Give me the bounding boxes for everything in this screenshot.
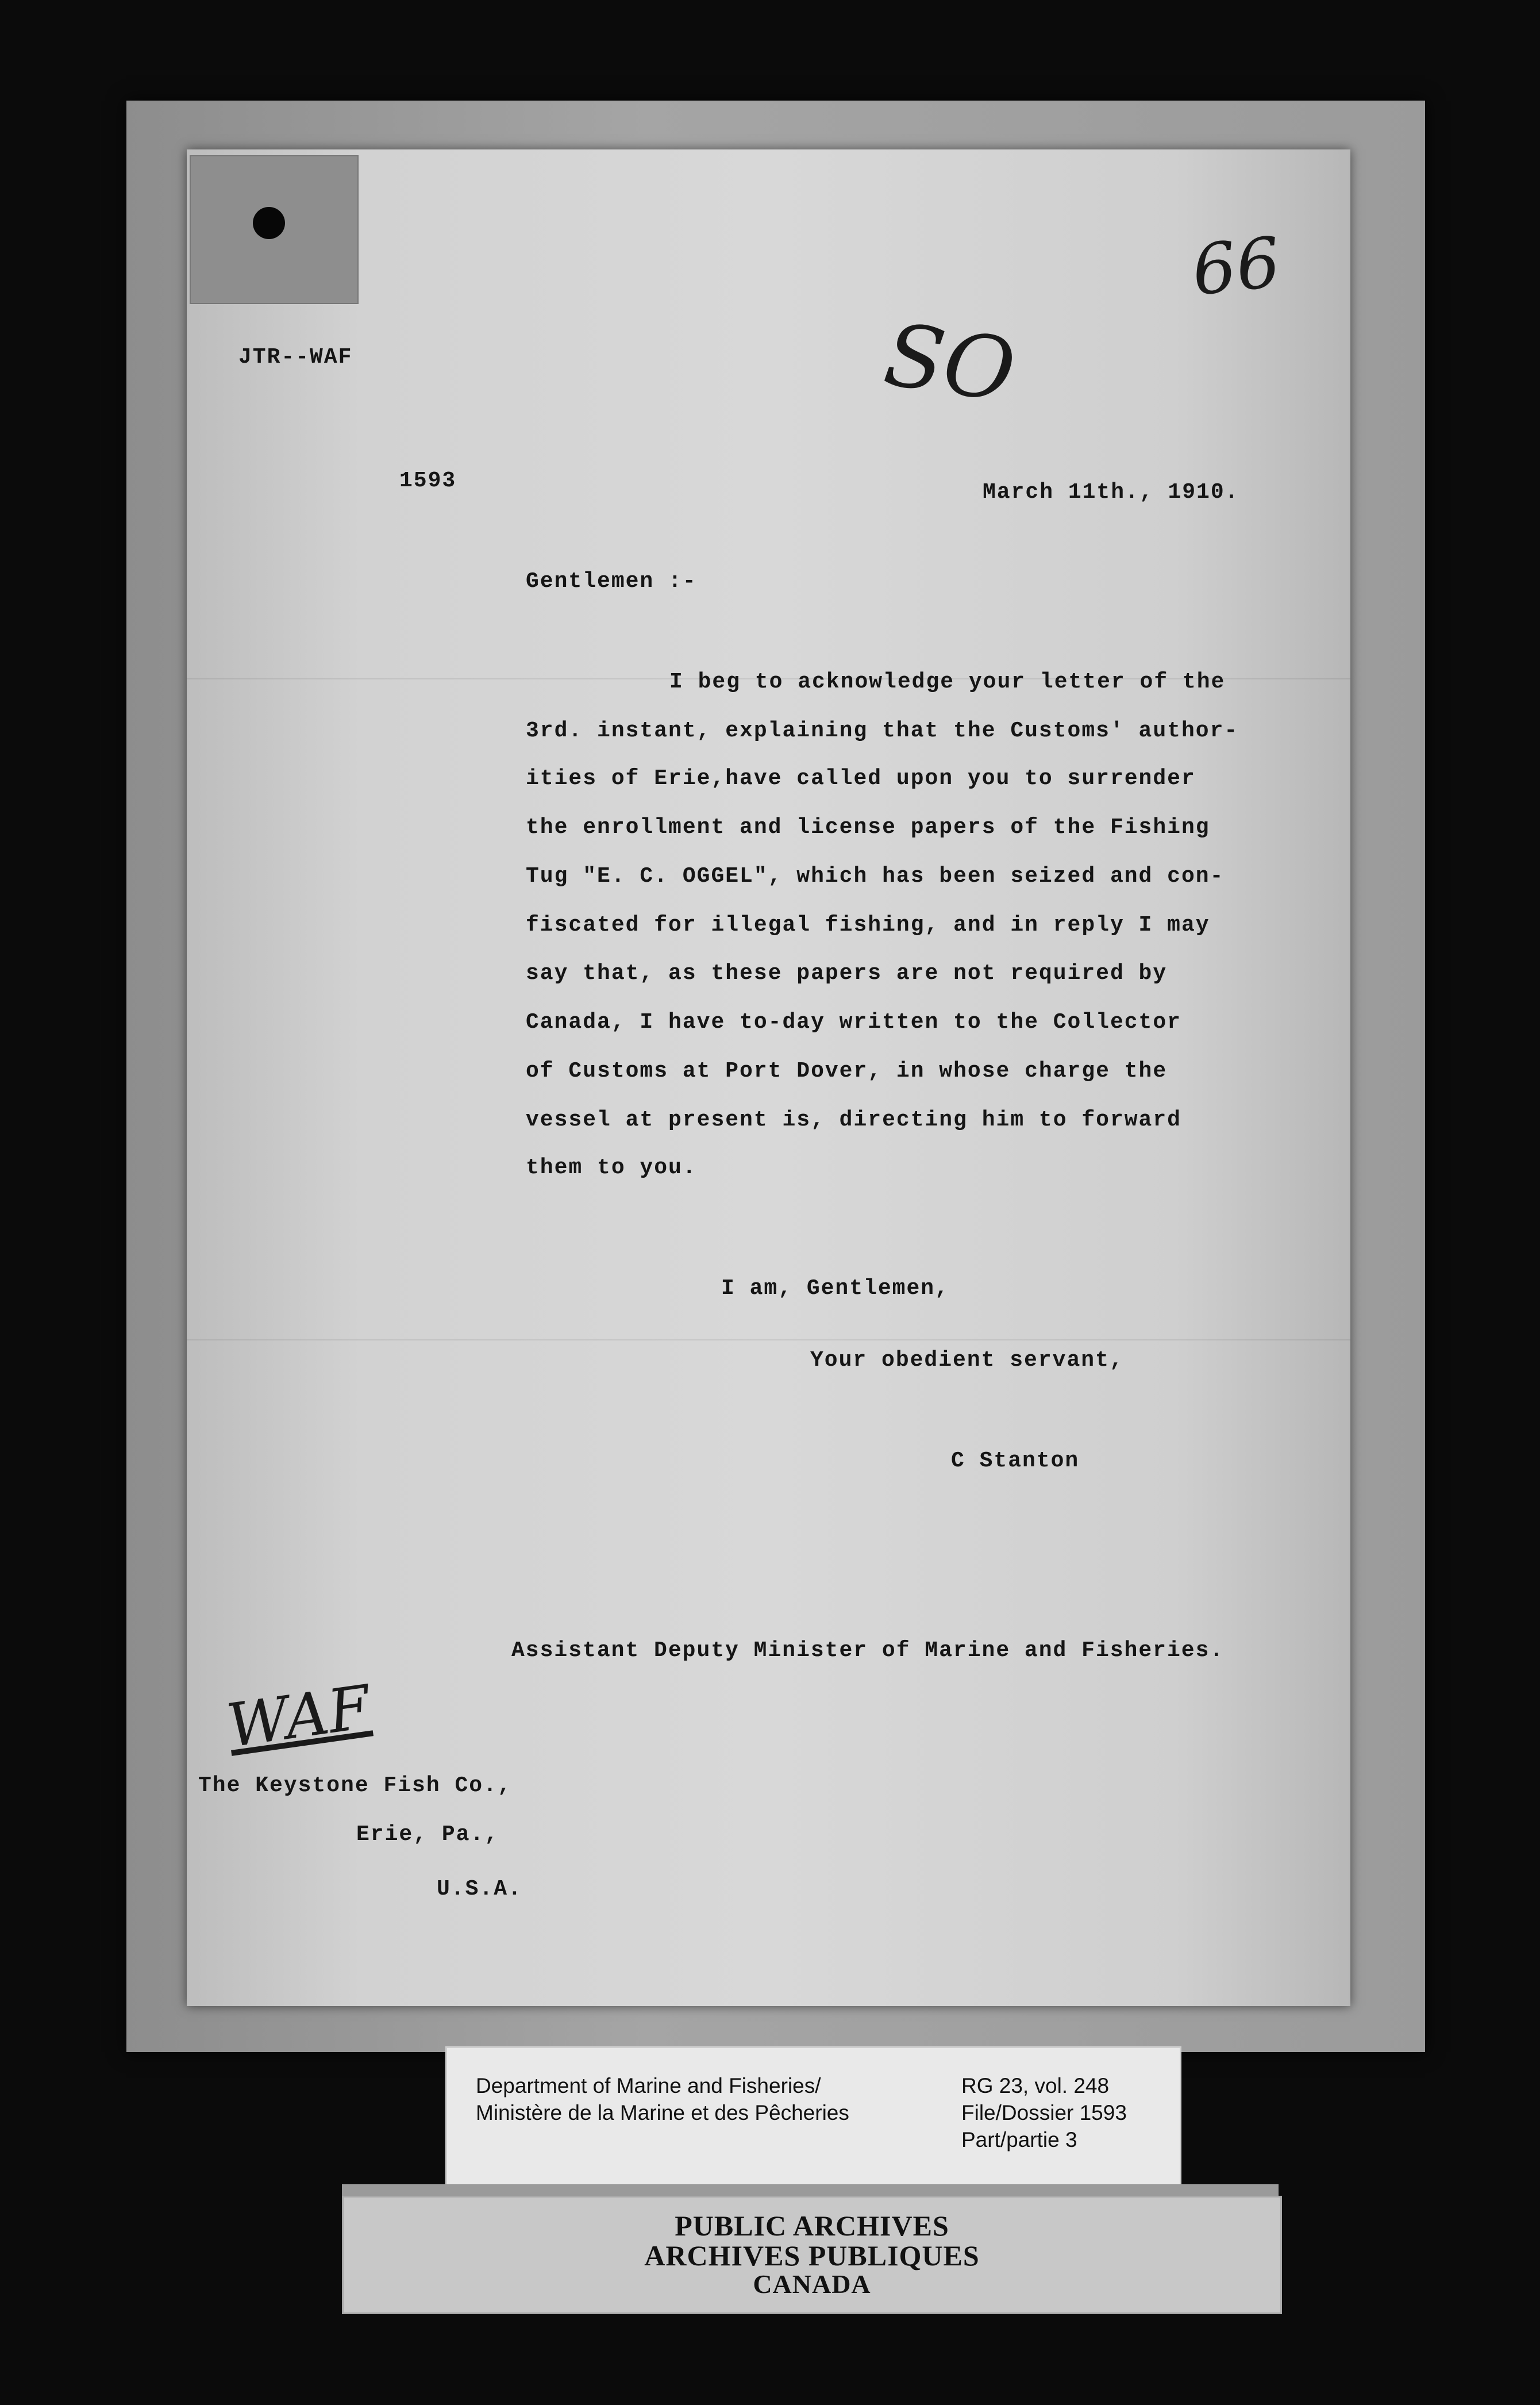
addressee-line: Erie, Pa., [356, 1822, 499, 1847]
file-dossier: File/Dossier 1593 [961, 2101, 1127, 2124]
body-line: ities of Erie,have called upon you to surrender [526, 766, 1196, 791]
body-line: vessel at present is, directing him to forward [526, 1108, 1181, 1132]
body-line: say that, as these papers are not required by [526, 961, 1168, 986]
body-line: I beg to acknowledge your letter of the [669, 670, 1226, 694]
body-line: Canada, I have to-day written to the Collector [526, 1010, 1181, 1035]
fold-line [187, 1339, 1350, 1340]
body-line: of Customs at Port Dover, in whose charge the [526, 1059, 1168, 1084]
file-number: 1593 [399, 468, 457, 493]
reference-code: JTR--WAF [238, 345, 353, 370]
addressee-line: U.S.A. [437, 1877, 522, 1901]
closing-line: Your obedient servant, [810, 1348, 1124, 1373]
closing-line: I am, Gentlemen, [721, 1276, 949, 1301]
record-group-volume: RG 23, vol. 248 [961, 2074, 1110, 2097]
department-english: Department of Marine and Fisheries/ [476, 2074, 821, 2097]
signatory-title: Assistant Deputy Minister of Marine and Fisheries. [511, 1638, 1225, 1663]
department-french: Ministère de la Marine et des Pêcheries [476, 2101, 849, 2124]
addressee-line: The Keystone Fish Co., [198, 1773, 512, 1798]
handwritten-initials: WAF [222, 1672, 375, 1761]
signature: C Stanton [951, 1449, 1080, 1473]
body-line: fiscated for illegal fishing, and in reply I may [526, 913, 1210, 938]
stamp-line: ARCHIVES PUBLIQUES [644, 2239, 980, 2272]
body-line: Tug "E. C. OGGEL", which has been seized and con- [526, 864, 1225, 889]
stamp-line: CANADA [753, 2269, 871, 2299]
punch-hole [253, 207, 285, 239]
body-line: 3rd. instant, explaining that the Customs' author- [526, 719, 1239, 743]
handwritten-page-number: 66 [1188, 222, 1284, 312]
part-partie: Part/partie 3 [961, 2128, 1077, 2152]
stamp-line: PUBLIC ARCHIVES [675, 2210, 949, 2242]
archive-stamp [342, 2196, 1282, 2314]
body-line: them to you. [526, 1155, 697, 1180]
salutation: Gentlemen :- [526, 569, 697, 594]
stamp-bar [342, 2184, 1279, 2197]
handwritten-file-mark: SO [878, 305, 1021, 422]
body-line: the enrollment and license papers of the Fishing [526, 815, 1210, 840]
letter-date: March 11th., 1910. [983, 480, 1239, 505]
